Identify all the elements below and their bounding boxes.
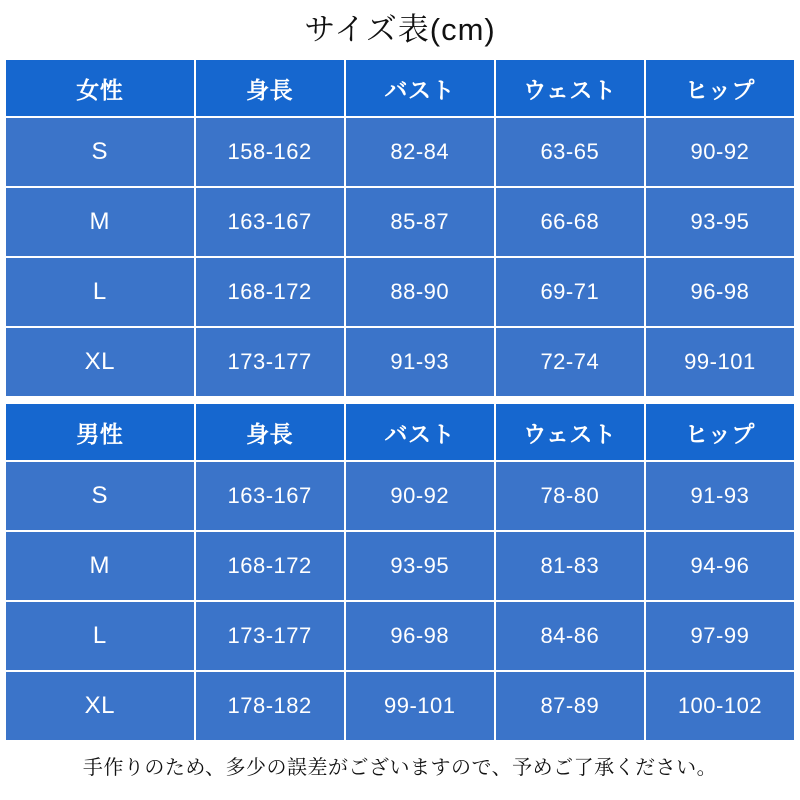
cell-height: 168-172	[195, 531, 345, 601]
cell-size: S	[5, 461, 195, 531]
cell-size: L	[5, 257, 195, 327]
cell-hip: 93-95	[645, 187, 795, 257]
column-header-bust: バスト	[345, 403, 495, 461]
cell-bust: 88-90	[345, 257, 495, 327]
table-row	[5, 601, 795, 671]
page-title: サイズ表(cm)	[304, 12, 496, 47]
column-header-category: 女性	[5, 59, 195, 117]
cell-waist: 87-89	[495, 671, 645, 741]
cell-waist: 63-65	[495, 117, 645, 187]
column-header-waist: ウェスト	[495, 59, 645, 117]
women-size-table	[4, 58, 796, 398]
cell-height: 173-177	[195, 601, 345, 671]
cell-waist: 66-68	[495, 187, 645, 257]
column-header-height: 身長	[195, 403, 345, 461]
column-header-hip: ヒップ	[645, 403, 795, 461]
cell-height: 173-177	[195, 327, 345, 397]
cell-size: L	[5, 601, 195, 671]
cell-size: M	[5, 531, 195, 601]
disclaimer-note: 手作りのため、多少の誤差がございますので、予めご了承ください。	[82, 757, 718, 780]
cell-size: S	[5, 117, 195, 187]
table-row	[5, 327, 795, 397]
table-header-row	[5, 59, 795, 117]
cell-height: 163-167	[195, 187, 345, 257]
cell-size: M	[5, 187, 195, 257]
men-size-table	[4, 402, 796, 742]
tables-container	[0, 58, 800, 742]
cell-hip: 90-92	[645, 117, 795, 187]
cell-hip: 96-98	[645, 257, 795, 327]
table-row	[5, 117, 795, 187]
cell-size: XL	[5, 671, 195, 741]
table-row	[5, 461, 795, 531]
cell-hip: 99-101	[645, 327, 795, 397]
cell-waist: 81-83	[495, 531, 645, 601]
column-header-hip: ヒップ	[645, 59, 795, 117]
cell-bust: 99-101	[345, 671, 495, 741]
table-row	[5, 257, 795, 327]
cell-bust: 96-98	[345, 601, 495, 671]
cell-hip: 97-99	[645, 601, 795, 671]
cell-bust: 93-95	[345, 531, 495, 601]
column-header-waist: ウェスト	[495, 403, 645, 461]
cell-height: 168-172	[195, 257, 345, 327]
cell-height: 158-162	[195, 117, 345, 187]
cell-waist: 84-86	[495, 601, 645, 671]
cell-size: XL	[5, 327, 195, 397]
cell-bust: 85-87	[345, 187, 495, 257]
table-header-row	[5, 403, 795, 461]
column-header-category: 男性	[5, 403, 195, 461]
cell-waist: 78-80	[495, 461, 645, 531]
cell-hip: 100-102	[645, 671, 795, 741]
cell-hip: 91-93	[645, 461, 795, 531]
cell-waist: 69-71	[495, 257, 645, 327]
cell-height: 163-167	[195, 461, 345, 531]
cell-waist: 72-74	[495, 327, 645, 397]
cell-hip: 94-96	[645, 531, 795, 601]
cell-bust: 82-84	[345, 117, 495, 187]
table-row	[5, 187, 795, 257]
cell-bust: 91-93	[345, 327, 495, 397]
table-row	[5, 671, 795, 741]
column-header-height: 身長	[195, 59, 345, 117]
table-row	[5, 531, 795, 601]
column-header-bust: バスト	[345, 59, 495, 117]
cell-bust: 90-92	[345, 461, 495, 531]
cell-height: 178-182	[195, 671, 345, 741]
